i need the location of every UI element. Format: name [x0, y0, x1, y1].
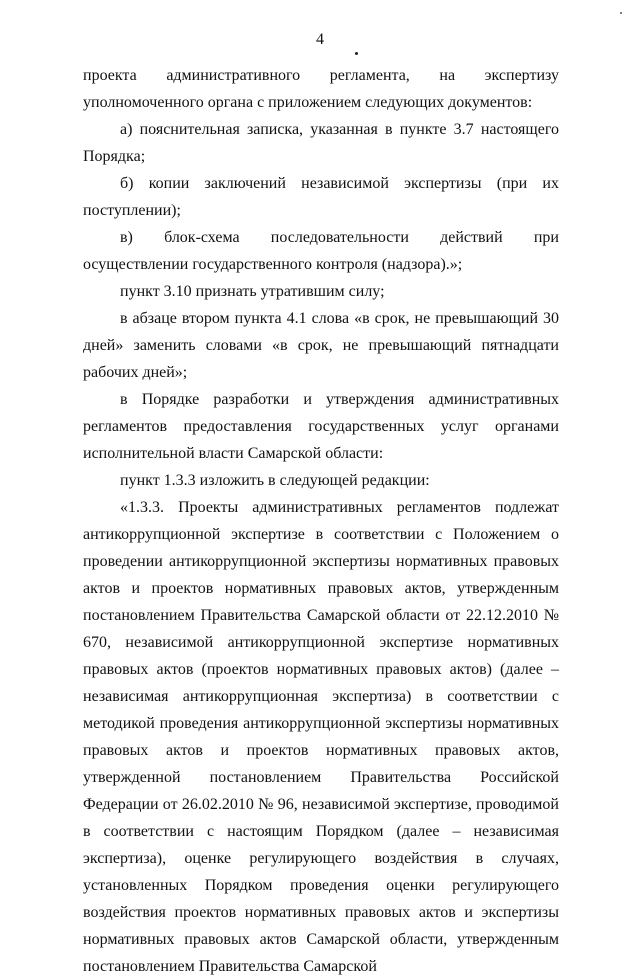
document-body: [83, 62, 559, 980]
scan-speck: [355, 52, 358, 55]
paragraph: б) копии заключений независимой экспертизы (при их поступлении);: [83, 175, 559, 219]
scan-speck: [620, 12, 622, 14]
paragraph: в) блок-схема последовательности действий при осуществлении государственного контроля (надзора).»;: [83, 229, 559, 273]
paragraph: в Порядке разработки и утверждения административных регламентов предоставления государственных услуг органами исполнительной власти Самарской области:: [83, 391, 559, 462]
paragraph: пункт 1.3.3 изложить в следующей редакции:: [120, 472, 430, 489]
paragraph: «1.3.3. Проекты административных регламентов подлежат антикоррупционной экспертизе в соответствии с Положением о проведении антикоррупционной экспертизы нормативных правовых актов и проектов нормативных правовых актов, утвержденным постановлением Правительства Самарской области от 22.12.2010 № 670, независимой антикоррупционной экспертизе нормативных правовых актов (проектов нормативных правовых актов) (далее – независимая антикоррупционная экспертиза) в соответствии с методикой проведения антикоррупционной экспертизы нормативных правовых актов и проектов нормативных правовых актов, утвержденной постановлением Правительства Российской Федерации от 26.02.2010 № 96, независимой экспертизе, проводимой в соответствии с настоящим Порядком (далее – независимая экспертиза), оценке регулирующего воздействия в случаях, установленных Порядком проведения оценки регулирующего воздействия проектов нормативных правовых актов и экспертизы нормативных правовых актов Самарской области, утвержденным постановлением Правительства Самарской: [83, 499, 559, 975]
paragraph: в абзаце втором пункта 4.1 слова «в срок, не превышающий 30 дней» заменить словами «в срок, не превышающий пятнадцати рабочих дней»;: [83, 310, 559, 381]
paragraph: а) пояснительная записка, указанная в пункте 3.7 настоящего Порядка;: [83, 121, 559, 165]
paragraph: проекта административного регламента, на экспертизу уполномоченного органа с приложением следующих документов:: [83, 67, 559, 111]
page-number: 4: [316, 31, 324, 48]
paragraph: пункт 3.10 признать утратившим силу;: [120, 283, 385, 300]
